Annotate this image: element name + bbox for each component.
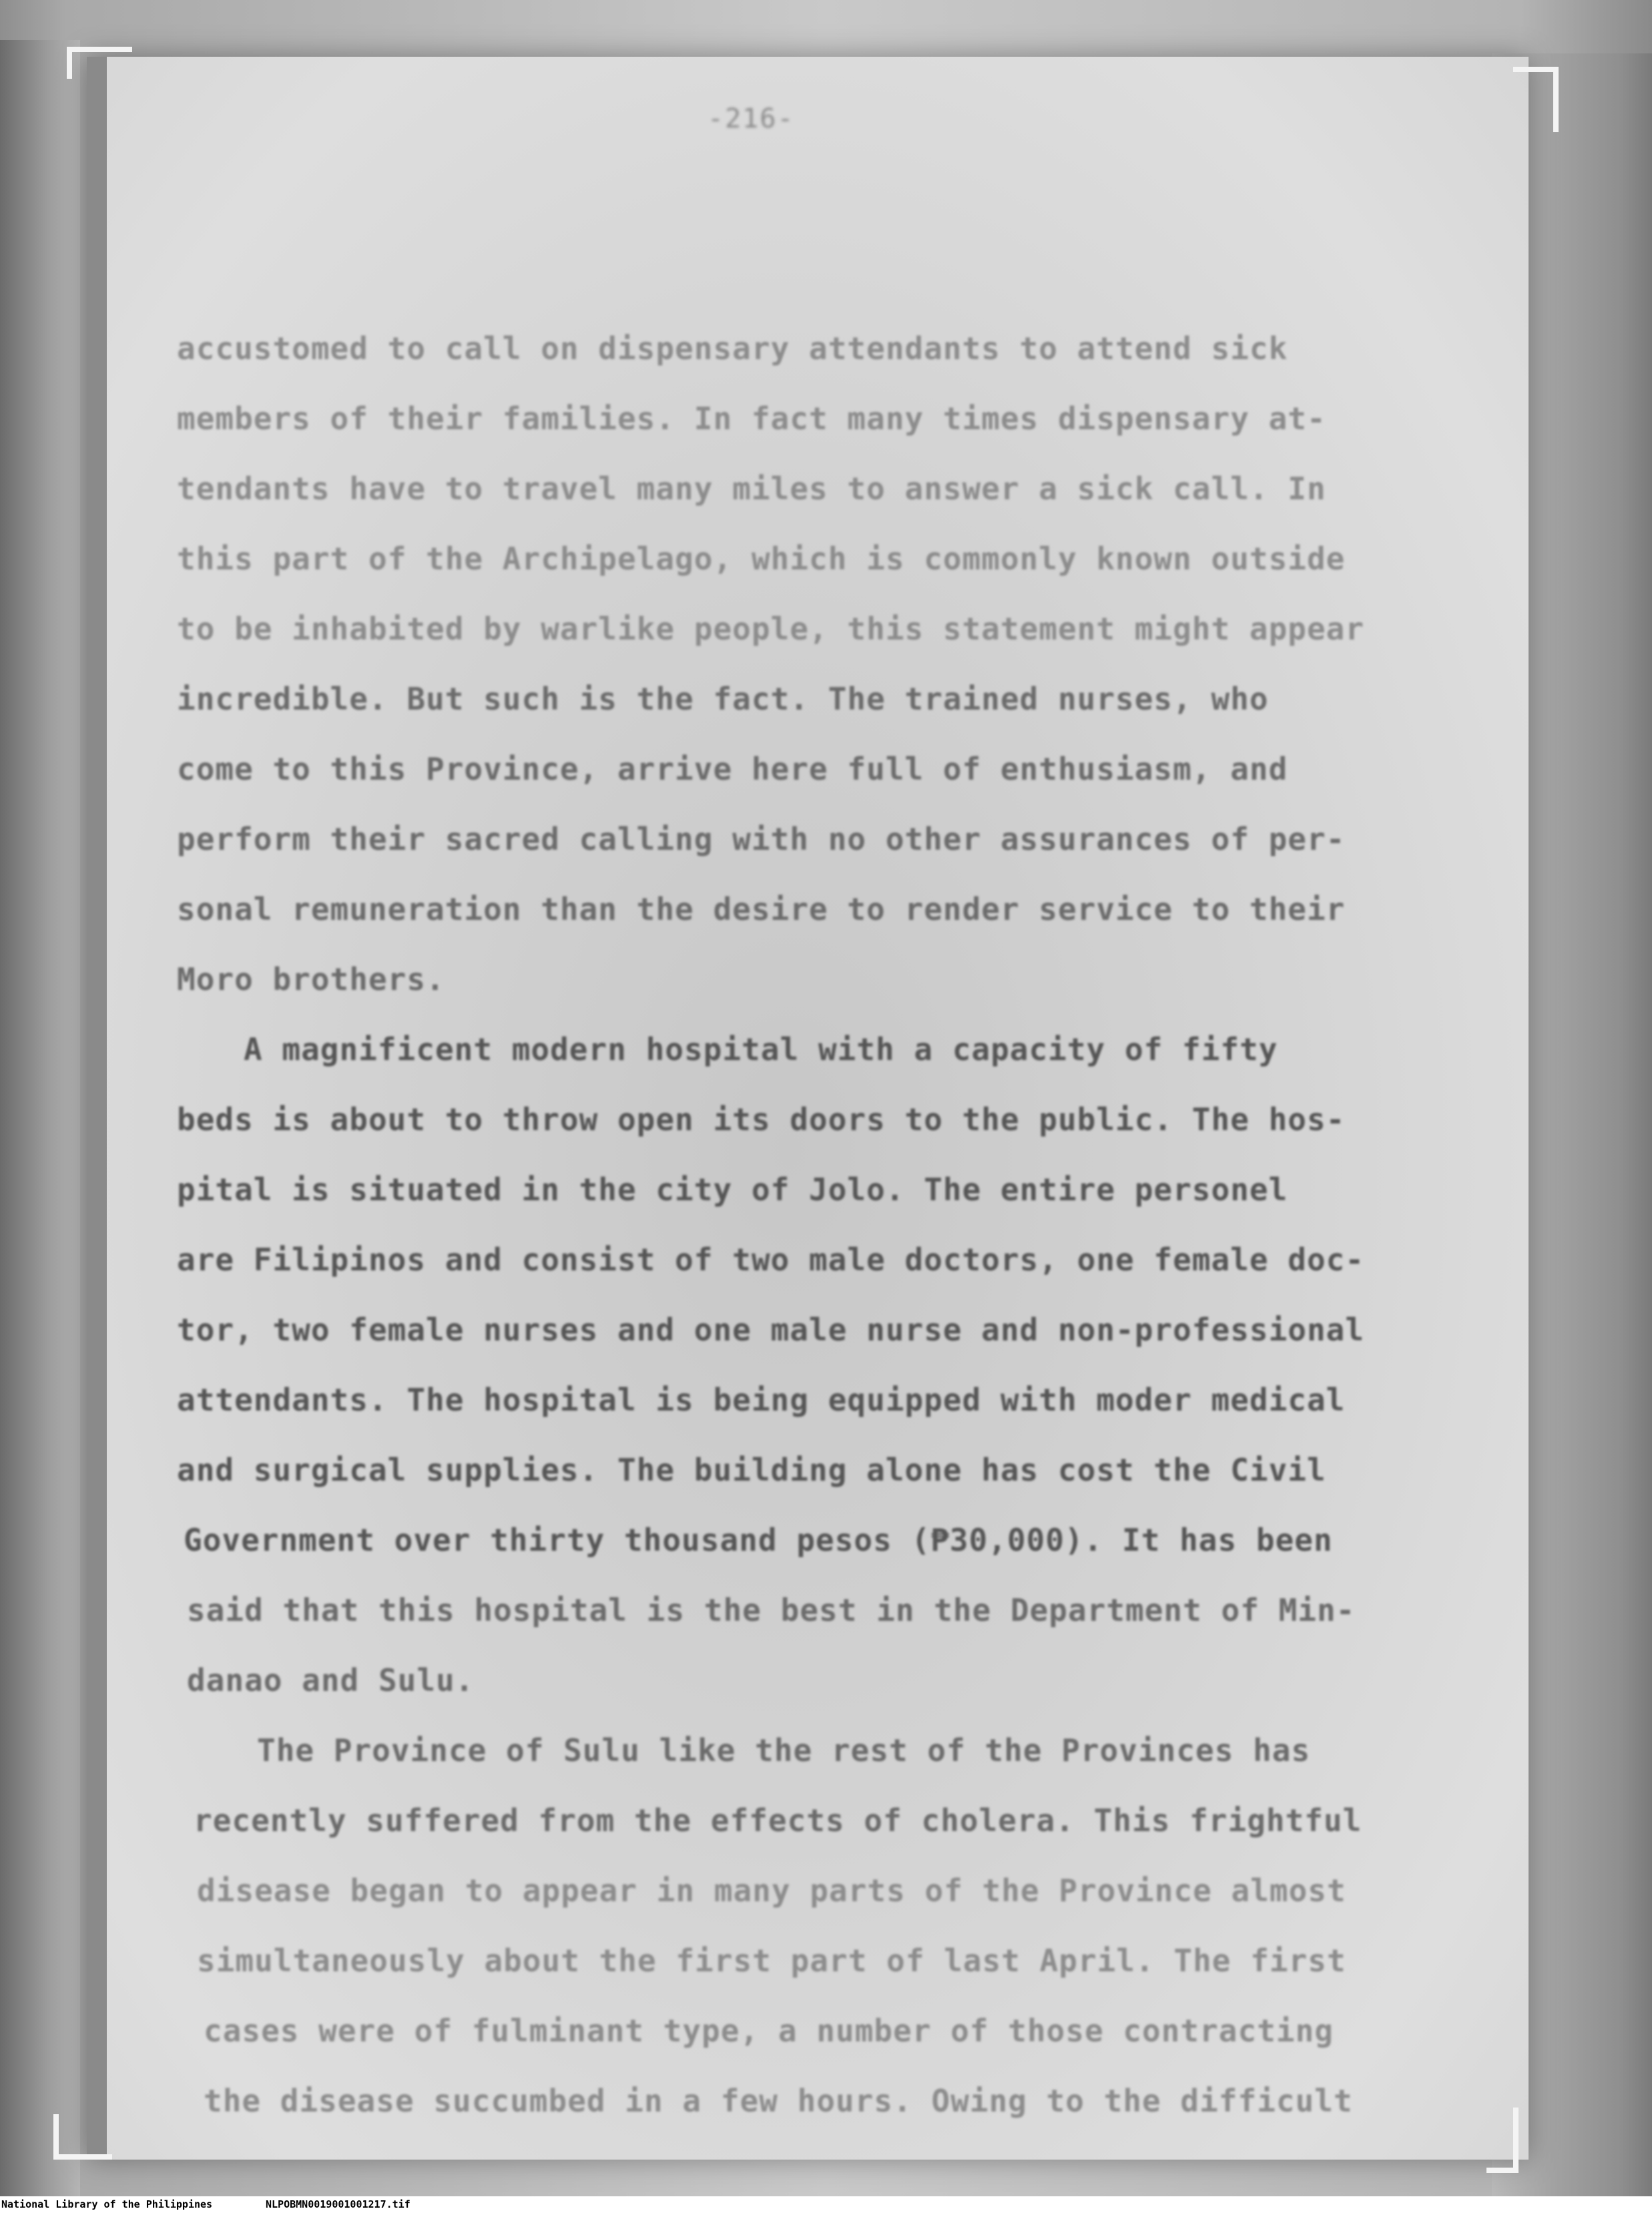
crop-mark-bottom-left <box>53 2114 112 2160</box>
text-line: attendants. The hospital is being equipped with moder medical <box>177 1382 1346 1418</box>
text-line: simultaneously about the first part of last April. The first <box>197 1943 1346 1979</box>
text-line: this part of the Archipelago, which is commonly known outside <box>177 541 1346 577</box>
scan-footer <box>0 2196 1652 2213</box>
text-line: and surgical supplies. The building alone has cost the Civil <box>177 1452 1326 1488</box>
left-binding-shadow <box>0 40 80 2196</box>
footer-library-name: National Library of the Philippines <box>1 2198 213 2210</box>
text-line: Government over thirty thousand pesos (₱30,000). It has been <box>184 1522 1333 1558</box>
text-line: beds is about to throw open its doors to the public. The hos- <box>177 1101 1346 1138</box>
text-line: tor, two female nurses and one male nurse and non-professional <box>177 1312 1365 1348</box>
text-line: members of their families. In fact many times dispensary at- <box>177 401 1326 437</box>
crop-mark-bottom-right <box>1486 2108 1519 2173</box>
footer-filename: NLPOBMN0019001001217.tif <box>266 2198 410 2210</box>
typewritten-text <box>177 314 1425 2136</box>
text-line: the disease succumbed in a few hours. Owing to the difficult <box>204 2083 1353 2119</box>
text-line: come to this Province, arrive here full of enthusiasm, and <box>177 751 1288 787</box>
crop-mark-top-left <box>67 47 132 79</box>
text-line: perform their sacred calling with no other assurances of per- <box>177 821 1346 857</box>
text-line: accustomed to call on dispensary attendants to attend sick <box>177 330 1288 366</box>
text-line: A magnificent modern hospital with a capacity of fifty <box>244 1031 1278 1067</box>
text-line: to be inhabited by warlike people, this statement might appear <box>177 611 1365 647</box>
text-line: danao and Sulu. <box>187 1662 475 1698</box>
text-line: are Filipinos and consist of two male doctors, one female doc- <box>177 1242 1365 1278</box>
text-line: incredible. But such is the fact. The trained nurses, who <box>177 681 1269 717</box>
text-line: sonal remuneration than the desire to render service to their <box>177 891 1346 927</box>
text-line: said that this hospital is the best in the Department of Min- <box>187 1592 1356 1628</box>
text-line: Moro brothers. <box>177 961 445 997</box>
text-line: tendants have to travel many miles to answer a sick call. In <box>177 471 1326 507</box>
page-number: -216- <box>708 103 795 134</box>
text-line: cases were of fulminant type, a number of those contracting <box>204 2013 1334 2049</box>
text-line: The Province of Sulu like the rest of the Provinces has <box>257 1732 1311 1768</box>
text-line: recently suffered from the effects of cholera. This frightful <box>194 1802 1362 1838</box>
text-line: disease began to appear in many parts of the Province almost <box>197 1873 1346 1909</box>
crop-mark-top-right <box>1513 67 1559 132</box>
text-line: pital is situated in the city of Jolo. The entire personel <box>177 1172 1288 1208</box>
